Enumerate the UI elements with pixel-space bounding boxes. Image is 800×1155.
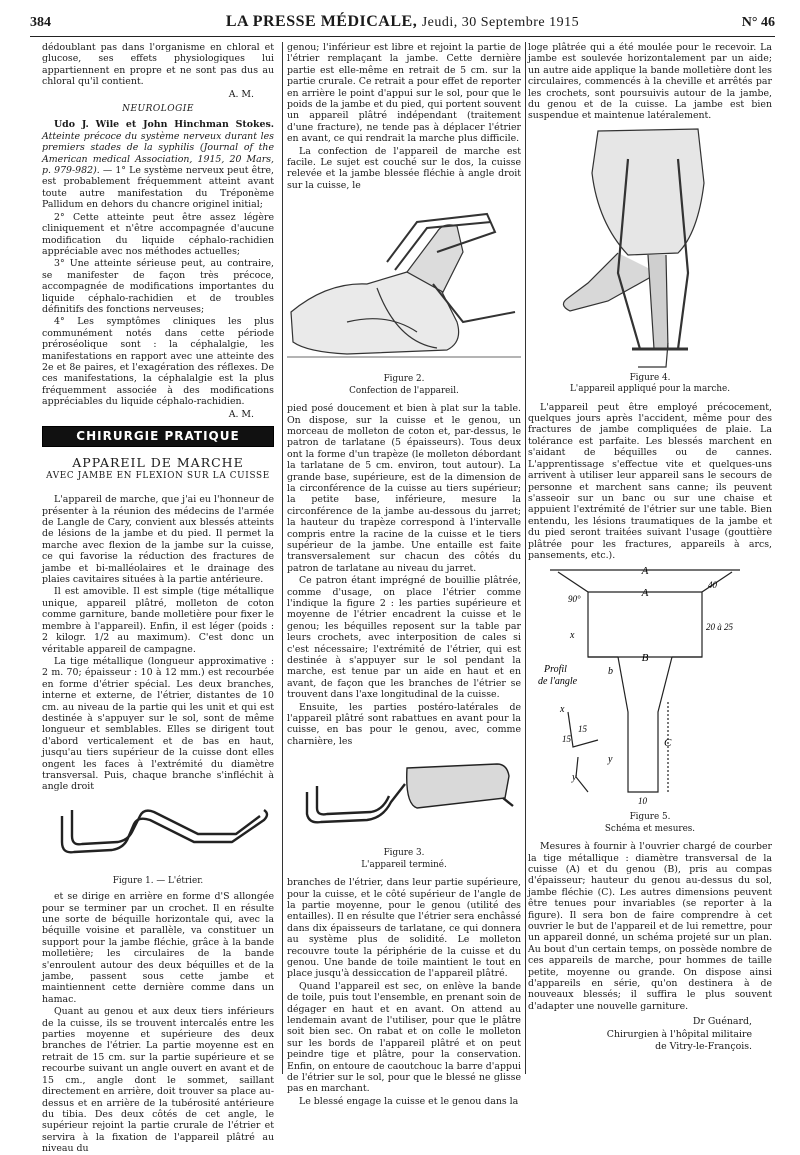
figure-caption: Figure 1. — L'étrier. <box>112 875 204 886</box>
label-x1: x <box>570 630 575 642</box>
figure-number: Figure 5. <box>629 812 671 823</box>
label-y1: y <box>608 754 613 766</box>
paragraph: 3° Une atteinte sérieuse peut, au contraire, se manifester de façon très précoce, accompagnée de modifications importantes du liquide céphalo-rachidien et de troubles définitifs des fonctions nerveuses; <box>42 258 274 315</box>
label-90: 90° <box>568 594 581 605</box>
paragraph: Mesures à fournir à l'ouvrier chargé de courber la tige métallique : diamètre transversal de la cuisse (A) et du genou (B), pris au compas d'épaisseur; hauteur du genou au-dessus du sol, jambe fléchie (C). Les autres dimensions peuvent être tenues pour invariables (se reporter à la figure). Il sera bon de faire comprendre à cet ouvrier le but de l'appareil et de lui remettre, pour un appareil donné, un schéma projeté sur un plan. Au bout d'un certain temps, on possède nombre de ces appareils de marche, pour hommes de taille petite, moyenne ou grande. On dispose ainsi d'appareils en série, qu'on destinera à de nouveaux blessés; il suffira le plus souvent d'adapter une nouvelle garniture. <box>528 841 772 1012</box>
figure-caption: Confection de l'appareil. <box>349 385 459 396</box>
label-profil: Profil <box>544 664 567 676</box>
signature: A. M. <box>228 88 254 100</box>
figure-4 <box>528 123 772 396</box>
figure-caption: Schéma et mesures. <box>604 823 696 834</box>
paragraph: L'appareil peut être employé précocement, quelques jours après l'accident, même pour des fractures de jambe compliquées de plaie. La tolérance est parfaite. Les blessés marchent en s'aidant de béquilles ou de cannes. L'apprentissage s'effectue vite et quelques-uns arrivent à utiliser leur appareil sans le secours de personne et marchent sans canne; ils peuvent s'asseoir sur un banc ou sur une chaise et appuient l'extrémité de l'étrier sur une table. Bien entendu, les lésions traumatiques de la jambe et du pied seront traitées suivant l'usage (gouttière plâtrée pour les fractures, appareils à arcs, pansements, etc.). <box>528 401 772 561</box>
paragraph: dédoublant pas dans l'organisme en chloral et glucose, ses effets physiologiques lui appartiennent en propre et ne sont pas dus au chloral qu'il contient. <box>42 42 274 88</box>
applied-apparatus-illustration <box>528 123 772 373</box>
figure-number: Figure 3. <box>383 848 425 859</box>
journal-title <box>30 13 775 31</box>
label-angle: de l'angle <box>538 676 578 688</box>
figure-number: Figure 4. <box>629 372 671 383</box>
ref-title: Atteinte précoce du système nerveux durant les premiers stades de la syphilis <box>42 130 274 154</box>
reference-paragraph <box>42 119 274 210</box>
journal-name: LA PRESSE MÉDICALE, <box>225 13 418 30</box>
paragraph: La confection de l'appareil de marche est facile. Le sujet est couché sur le dos, la cuisse relevée et la jambe blessée fléchie à angle droit sur la cuisse, le <box>287 145 521 191</box>
label-10: 10 <box>638 796 647 807</box>
page-number: 384 <box>30 15 51 30</box>
fitting-illustration <box>287 192 521 374</box>
figure-5 <box>528 562 772 835</box>
label-a2: A <box>641 587 649 600</box>
figure-caption: L'appareil terminé. <box>361 859 447 870</box>
paragraph: 4° Les symptômes cliniques les plus communément notés dans cette période préroséolique sont : la céphalalgie, les manifestations en rapport avec une atteinte des 2e et 8e paires, et l'exagération des réflexes. De ces manifestations, la céphalalgie est la plus fréquemment associée à des modifications appréciables du liquide céphalo-rachidien. <box>42 316 274 408</box>
ref-authors: Udo J. Wile et John Hinchman Stokes. <box>54 119 274 131</box>
figure-caption: L'appareil appliqué pour la marche. <box>569 384 731 395</box>
paragraph: genou; l'inférieur est libre et rejoint la partie de l'étrier remplaçant la jambe. Cette dernière partie est elle-même en retrait de 5 cm. sur la partie crurale. Ce retrait a pour effet de reporter en arrière le point d'appui sur le sol, pour que le poids de la jambe et du pied, qui portent souvent un appareil plâtré indépendant (traitement d'une fracture), ne tende pas à déplacer l'étrier en avant, ce qui rendrait la marche plus difficile. <box>287 42 521 145</box>
paragraph: La tige métallique (longueur approximative : 2 m. 70; épaisseur : 10 à 12 mm.) est recourbée en forme d'étrier spécial. Les deux branches, interne et externe, de l'étrier, distantes de 10 cm. au niveau de la partie qui les unit et qui est destinée à s'appuyer sur le sol, sont de même longueur et semblables. Elles se dirigent tout d'abord verticalement et de bas en haut, jusqu'au tiers supérieur de la cuisse dont elles ongent les faces à l'extrémité du diamètre transversal. Puis, chaque branche s'infléchit à angle droit <box>42 655 274 793</box>
schema-measurements-diagram <box>528 562 772 812</box>
neurology-heading: NEUROLOGIE <box>122 104 194 115</box>
paragraph: Ce patron étant imprégné de bouillie plâtrée, comme d'usage, on place l'étrier comme l'indique la figure 2 : les parties supérieure et moyenne de l'étrier encadrent la cuisse et le genou; les béquilles reposent sur la table par leurs crochets, avec interposition de cales si c'est nécessaire; l'extrémité de l'étrier, qui est destinée à s'appuyer sur le sol pendant la marche, est tenue par un aide en haut et en avant, de façon que les branches de l'étrier se trouvent dans l'axe longitudinal de la cuisse. <box>287 575 521 701</box>
paragraph: loge plâtrée qui a été moulée pour le recevoir. La jambe est soulevée horizontalement par un aide; un autre aide applique la bande molletière dont les circulaires, commencés à la cheville et arrêtés par les crochets, sont poursuivis autour de la jambe, du genou et de la cuisse. La jambe est bien suspendue et maintenue latéralement. <box>528 42 772 122</box>
label-a: A <box>641 565 649 578</box>
label-c: C <box>664 737 672 750</box>
paragraph: 2° Cette atteinte peut être assez légère cliniquement et n'être accompagnée d'aucune modification du liquide céphalo-rachidien appréciable avec nos méthodes actuelles; <box>42 211 274 257</box>
paragraph: Il est amovible. Il est simple (tige métallique unique, appareil plâtré, molleton de coton comme garniture, bande molletière pour fixer le membre à l'appareil). Enfin, il est léger (poids : 2 kilogr. 1/2 au maximum). C'est donc un véritable appareil de campagne. <box>42 586 274 655</box>
running-header <box>30 12 775 37</box>
column-2 <box>282 42 526 1107</box>
paragraph: Quand l'appareil est sec, on enlève la bande de toile, puis tout l'ensemble, en prenant soin de dégager en haut et en avant. On attend au lendemain avant de l'utiliser, pour que le plâtre soit bien sec. On rabat et on colle le molleton sur les bords de l'appareil plâtré et on peut peindre tige et plâtre, pour la conservation. Enfin, on entoure de caoutchouc la barre d'appui de l'étrier sur le sol, pour que le blessé ne glisse pas en marchant. <box>287 980 521 1095</box>
issue-date: Jeudi, 30 Septembre 1915 <box>421 15 580 30</box>
figure-3 <box>287 748 521 871</box>
figure-1 <box>42 794 274 887</box>
figure-2 <box>287 192 521 397</box>
paragraph: pied posé doucement et bien à plat sur la table. On dispose, sur la cuisse et le genou, un morceau de molleton de coton et, par-dessus, le patron de tarlatane (5 épaisseurs). Tous deux ont la forme d'un trapèze (le molleton débordant la tarlatane de 5 cm. environ, tout autour). La grande base, supérieure, est de la dimension de la circonférence de la cuisse au tiers supérieur; la petite base, inférieure, mesure la circonférence de la jambe au-dessous du jarret; la hauteur du trapèze correspond à l'intervalle compris entre la racine de la cuisse et le tiers supérieur de la jambe. Une entaille est faite transversalement sur chacun des côtés du patron de tarlatane au niveau du jarret. <box>287 403 521 574</box>
finished-apparatus-drawing <box>287 748 521 848</box>
paragraph: et se dirige en arrière en forme d'S allongée pour se terminer par un crochet. Il en résulte une sorte de béquille horizontale qui, avec la béquille voisine et parallèle, va constituer un support pour la jambe fléchie, grâce à la bande molletière; les circulaires de la bande s'enroulent autour des deux béquilles et de la jambe, passent sous cette jambe et maintiennent cette dernière comme dans un hamac. <box>42 891 274 1005</box>
label-20-25: 20 à 25 <box>706 622 733 633</box>
paragraph: Ensuite, les parties postéro-latérales de l'appareil plâtré sont rabattues en avant pour la cuisse, en bas pour le genou, avec, comme charnière, les <box>287 701 521 747</box>
column-1 <box>42 42 275 1155</box>
column-3 <box>528 42 772 1074</box>
label-40: 40 <box>708 580 717 591</box>
author-affiliation-city: de Vitry-le-François. <box>655 1041 752 1053</box>
label-b-small: b <box>608 666 613 678</box>
ref-text: — 1° Le système nerveux peut être, est probablement fréquemment atteint avant toute autre manifestation du Tréponème Pallidum en dehors du chancre originel initial; <box>42 165 274 211</box>
paragraph: L'appareil de marche, que j'ai eu l'honneur de présenter à la réunion des médecins de l'armée de Langle de Cary, convient aux blessés atteints de lésions de la jambe et du pied. Il permet la marche avec flexion de la jambe sur la cuisse, ce qui favorise la réduction des fractures de jambe et bi-malléolaires et le drainage des plaies cavitaires situées à la partie antérieure. <box>42 494 274 586</box>
paragraph: branches de l'étrier, dans leur partie supérieure, pour la cuisse, et le côté supérieur de l'angle de la partie moyenne, pour le genou (utilité des entailles). Il en résulte que l'étrier sera enchâssé dans dix épaisseurs de tarlatane, ce qui donnera au système plus de solidité. Le molleton recouvre toute la périphérie de la cuisse et du genou. Une bande de toile maintient le tout en place jusqu'à dessiccation de l'appareil plâtré. <box>287 877 521 980</box>
paragraph: Le blessé engage la cuisse et le genou dans la <box>299 1095 519 1107</box>
label-x2: x <box>560 704 565 716</box>
paragraph: Quant au genou et aux deux tiers inférieurs de la cuisse, ils se trouvent intercalés entre les parties moyenne et supérieure des deux branches de l'étrier. La partie moyenne est en retrait de 15 cm. sur la partie supérieure et se recourbe suivant un angle ouvert en avant et de 15 cm., angle dont le sommet, saillant directement en arrière, doit trouver sa place au-dessus et en arrière de la tubérosité antérieure du tibia. Des deux côtés de cet angle, le supérieur rejoint la partie crurale de l'étrier et servira à la fixation de l'appareil plâtré au niveau du <box>42 1006 274 1155</box>
label-b: B <box>641 652 649 665</box>
ref-source: (Journal of the American medical Association, 1915, 20 Mars, p. 979-982). <box>42 142 275 177</box>
signature: A. M. <box>228 408 254 420</box>
author-affiliation: Chirurgien à l'hôpital militaire <box>606 1028 752 1040</box>
issue-number: N° 46 <box>741 15 775 30</box>
section-banner: CHIRURGIE PRATIQUE <box>42 426 274 447</box>
label-y2: y <box>572 772 577 784</box>
label-15b: 15 <box>562 734 571 745</box>
author-signature: Dr Guénard, <box>692 1016 752 1028</box>
article-subtitle: AVEC JAMBE EN FLEXION SUR LA CUISSE <box>46 470 270 481</box>
article-title: APPAREIL DE MARCHE <box>72 455 244 471</box>
figure-number: Figure 2. <box>383 374 425 385</box>
label-15a: 15 <box>578 724 587 735</box>
stirrup-drawing <box>42 794 274 876</box>
